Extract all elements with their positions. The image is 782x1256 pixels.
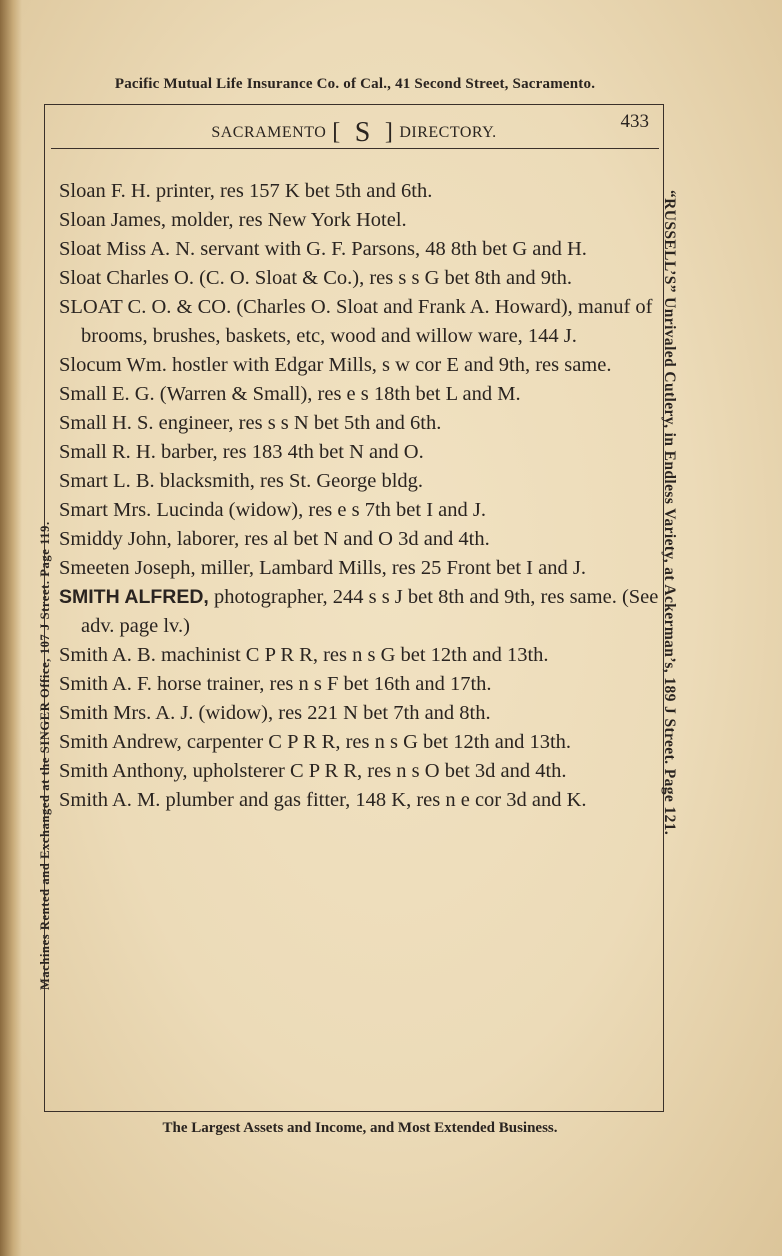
entry-text: Smith A. B. machinist C P R R, res n s G bet 12th and 13th. bbox=[59, 644, 549, 666]
entry-text: Sloan F. H. printer, res 157 K bet 5th and 6th. bbox=[59, 180, 433, 202]
entry-bold-name: SMITH ALFRED, bbox=[59, 586, 209, 608]
entry-text: Sloan James, molder, res New York Hotel. bbox=[59, 209, 407, 231]
directory-entry bbox=[59, 438, 659, 467]
entry-text: Smart L. B. blacksmith, res St. George bldg. bbox=[59, 470, 424, 492]
entry-text: Smart Mrs. Lucinda (widow), res e s 7th bet I and J. bbox=[59, 499, 486, 521]
book-spine-edge bbox=[0, 0, 22, 1256]
directory-entry bbox=[59, 235, 659, 264]
entry-text: Smith Andrew, carpenter C P R R, res n s G bet 12th and 13th. bbox=[59, 731, 572, 753]
entry-text: Slocum Wm. hostler with Edgar Mills, s w cor E and 9th, res same. bbox=[59, 354, 612, 376]
directory-entry bbox=[59, 264, 659, 293]
directory-entry bbox=[59, 177, 659, 206]
directory-entries bbox=[59, 177, 659, 815]
entry-text: Small H. S. engineer, res s s N bet 5th and 6th. bbox=[59, 412, 442, 434]
bottom-advertisement: The Largest Assets and Income, and Most Extended Business. bbox=[162, 1120, 558, 1136]
header-title bbox=[45, 113, 663, 148]
entry-text: Sloat Miss A. N. servant with G. F. Parsons, 48 8th bet G and H. bbox=[59, 238, 587, 260]
entry-text: Smith A. F. horse trainer, res n s F bet 16th and 17th. bbox=[59, 673, 492, 695]
directory-entry bbox=[59, 757, 659, 786]
entry-text: Sloat Charles O. (C. O. Sloat & Co.), res s s G bet 8th and 9th. bbox=[59, 267, 573, 289]
directory-entry bbox=[59, 206, 659, 235]
top-advertisement: Pacific Mutual Life Insurance Co. of Cal., 41 Second Street, Sacramento. bbox=[114, 76, 596, 92]
directory-entry bbox=[59, 380, 659, 409]
directory-entry bbox=[59, 583, 659, 641]
entry-text: Smeeten Joseph, miller, Lambard Mills, res 25 Front bet I and J. bbox=[59, 557, 586, 579]
header-directory: DIRECTORY. bbox=[399, 124, 497, 141]
entry-text: Smiddy John, laborer, res al bet N and O 3d and 4th. bbox=[59, 528, 490, 550]
directory-entry bbox=[59, 496, 659, 525]
directory-entry bbox=[59, 351, 659, 380]
header-section-letter: S bbox=[354, 117, 371, 148]
entry-text: Smith A. M. plumber and gas fitter, 148 K, res n e cor 3d and K. bbox=[59, 789, 587, 811]
entry-text: Smith Anthony, upholsterer C P R R, res n s O bet 3d and 4th. bbox=[59, 760, 567, 782]
header-bracket-open: [ bbox=[332, 119, 341, 145]
running-header bbox=[45, 105, 663, 148]
directory-entry bbox=[59, 699, 659, 728]
entry-text: Smith Mrs. A. J. (widow), res 221 N bet 7th and 8th. bbox=[59, 702, 491, 724]
entry-text: SLOAT C. O. & CO. (Charles O. Sloat and Frank A. Howard), manuf of brooms, brushes, baskets, etc, wood and willow ware, 144 J. bbox=[59, 296, 653, 347]
page-frame bbox=[44, 104, 664, 1112]
header-rule bbox=[51, 148, 659, 149]
directory-entry bbox=[59, 786, 659, 815]
entry-text: Small R. H. barber, res 183 4th bet N and O. bbox=[59, 441, 424, 463]
directory-entry bbox=[59, 554, 659, 583]
directory-entry bbox=[59, 525, 659, 554]
directory-entry bbox=[59, 467, 659, 496]
header-city: SACRAMENTO bbox=[211, 124, 327, 141]
directory-entry bbox=[59, 409, 659, 438]
directory-entry bbox=[59, 293, 659, 351]
entry-text: Small E. G. (Warren & Small), res e s 18th bet L and M. bbox=[59, 383, 521, 405]
left-margin-advertisement: Machines Rented and Exchanged at the SINGER Office, 107 J Street. Page 119. bbox=[38, 521, 52, 990]
header-bracket-close: ] bbox=[384, 119, 394, 145]
page-number: 433 bbox=[620, 111, 649, 132]
directory-entry bbox=[59, 728, 659, 757]
directory-entry bbox=[59, 670, 659, 699]
directory-entry bbox=[59, 641, 659, 670]
right-margin-advertisement: “RUSSELL’S” Unrivaled Cutlery, in Endless Variety, at Ackerman’s, 189 J Street. Page 121. bbox=[661, 190, 678, 836]
entry-text: photographer, 244 s s J bet 8th and 9th, res same. (See adv. page lv.) bbox=[81, 586, 659, 637]
